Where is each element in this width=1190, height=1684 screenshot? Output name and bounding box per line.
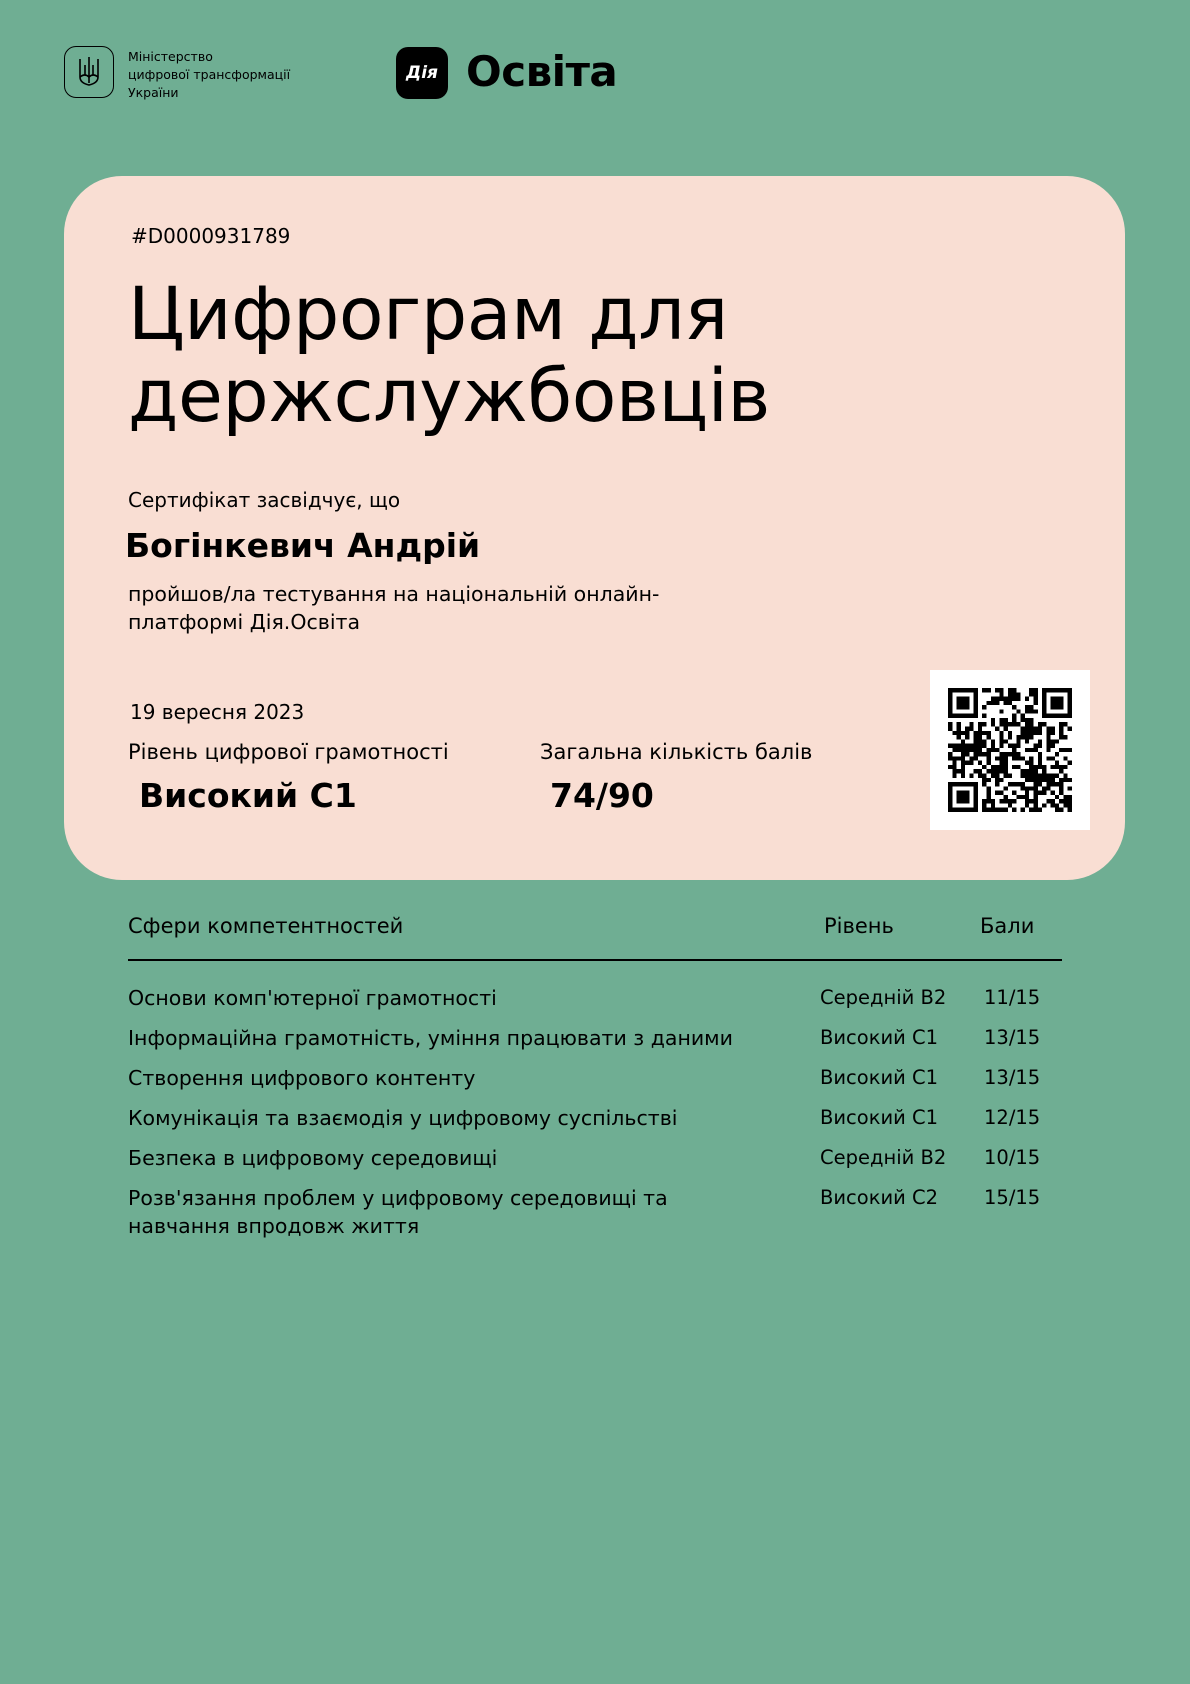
competency-score: 15/15 [984,1186,1041,1209]
brand-name: Освіта [466,47,618,96]
ministry-line: Міністерство [128,49,213,64]
passed-text: пройшов/ла тестування на національній онлайн-платформі Дія.Освіта [128,582,660,634]
diia-logo: Дія [396,47,448,99]
score-value: 74/90 [550,776,654,815]
header-area: Сфери компетентностей [128,914,404,938]
table-row [128,1104,1062,1144]
competency-level: Високий C1 [820,1026,939,1049]
competency-score: 10/15 [984,1146,1041,1169]
header [64,46,664,102]
competency-score: 13/15 [984,1066,1041,1089]
qr-code-icon [930,670,1090,830]
competency-level: Високий C2 [820,1186,939,1209]
competency-level: Середній B2 [820,986,947,1009]
ministry-line: України [128,85,179,100]
competency-score: 13/15 [984,1026,1041,1049]
competency-area: Створення цифрового контенту [128,1066,476,1090]
competency-area: Інформаційна грамотність, уміння працювати з даними [128,1026,733,1050]
certificate-card [64,176,1125,880]
header-level: Рівень [824,914,894,938]
table-row [128,984,1062,1024]
header-score: Бали [980,914,1035,938]
competency-score: 12/15 [984,1106,1041,1129]
level-label: Рівень цифрової грамотності [128,740,449,764]
competency-area: Основи комп'ютерної грамотності [128,986,497,1010]
table-row [128,1144,1062,1184]
table-row [128,1024,1062,1064]
ministry-name [128,48,328,102]
level-value: Високий C1 [139,776,357,815]
certifies-text: Сертифікат засвідчує, що [128,488,401,512]
competency-score: 11/15 [984,986,1041,1009]
competency-area: Безпека в цифровому середовищі [128,1146,498,1170]
table-row [128,1184,1062,1244]
trident-icon [64,46,114,98]
table-row [128,1064,1062,1104]
recipient-name: Богінкевич Андрій [125,526,481,565]
certificate-id: #D0000931789 [131,224,291,248]
competency-level: Високий C1 [820,1106,939,1129]
competency-area: Розв'язання проблем у цифровому середовищі та навчання впродовж життя [128,1186,668,1238]
competency-level: Високий C1 [820,1066,939,1089]
competency-rows [128,984,1062,1244]
competency-area: Комунікація та взаємодія у цифровому суспільстві [128,1106,678,1130]
ministry-line: цифрової трансформації [128,67,291,82]
header-divider [128,959,1062,961]
score-label: Загальна кількість балів [540,740,813,764]
course-title: Цифрограм для держслужбовців [128,272,770,439]
competency-level: Середній B2 [820,1146,947,1169]
issue-date: 19 вересня 2023 [130,700,305,724]
